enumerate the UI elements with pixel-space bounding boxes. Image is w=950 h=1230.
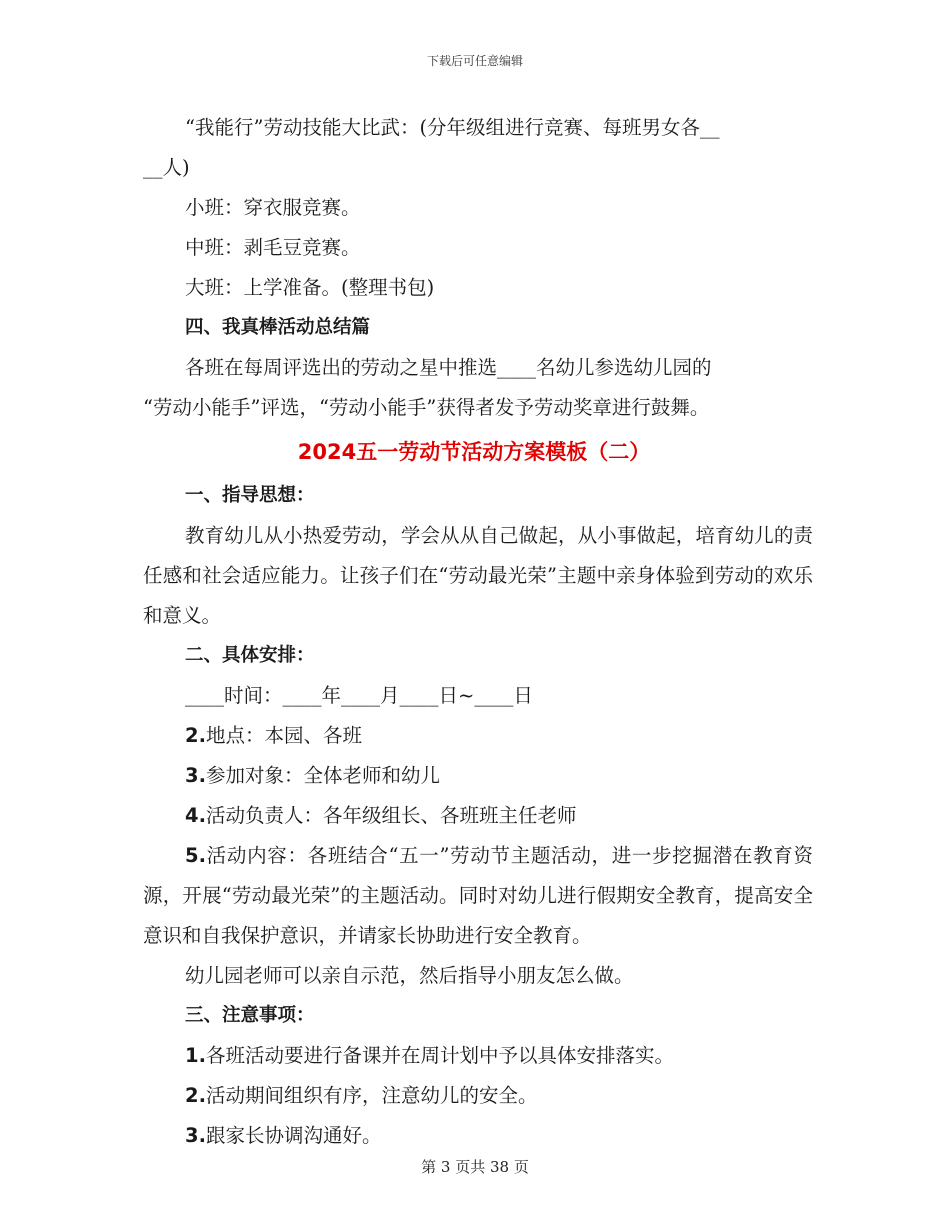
guiding-idea-paragraph: 教育幼儿从小热爱劳动，学会从从自己做起，从小事做起，培育幼儿的责任感和社会适应能力。让孩子们在“劳动最光荣”主题中亲身体验到劳动的欢乐和意义。 (143, 524, 813, 627)
big-class-line: 大班：上学准备。(整理书包) (185, 276, 435, 299)
list-item-text: 活动内容：各班结合“五一”劳动节主题活动，进一步挖掘潜在教育资源，开展“劳动最光荣”的主题活动。同时对幼儿进行假期安全教育，提高安全意识和自我保护意识，并请家长协助进行安全教育。 (143, 844, 813, 947)
list-item (143, 716, 813, 756)
list-item (143, 756, 813, 796)
list-item-number: 2. (185, 724, 206, 747)
section-heading-4: 四、我真棒活动总结篇 (185, 317, 371, 338)
list-item-text: 各班活动要进行备课并在周计划中予以具体安排落实。 (205, 1044, 674, 1067)
page-footer: 第 3 页共 38 页 (421, 1158, 529, 1176)
list-item-text: 跟家长协调沟通好。 (205, 1124, 382, 1147)
summary-line-2: “劳动小能手”评选，“劳动小能手”获得者发予劳动奖章进行鼓舞。 (143, 396, 710, 419)
list-item-number: 5. (185, 844, 206, 867)
list-item (143, 1036, 813, 1076)
section-heading-1: 一、指导思想： (185, 485, 315, 506)
list-item-number: 2. (185, 1084, 206, 1107)
page-header: 下载后可任意编辑 (426, 54, 523, 68)
schedule-time-line: ____时间：____年____月____日~____日 (185, 684, 533, 707)
document-title: 2024五一劳动节活动方案模板（二） (297, 440, 651, 464)
document-body (143, 108, 813, 1156)
list-item-number: 3. (185, 764, 206, 787)
section-heading-2: 二、具体安排： (185, 645, 315, 666)
list-item-text: 活动负责人：各年级组长、各班班主任老师 (205, 804, 577, 827)
list-item-text: 地点：本园、各班 (205, 724, 362, 747)
list-item-text: 参加对象：全体老师和幼儿 (205, 764, 440, 787)
teacher-note-line: 幼儿园老师可以亲自示范，然后指导小朋友怎么做。 (185, 964, 634, 987)
list-item (143, 1116, 813, 1156)
competition-line-1: “我能行”劳动技能大比武：(分年级组进行竞赛、每班男女各__ (185, 116, 720, 139)
section-heading-3: 三、注意事项： (185, 1005, 315, 1026)
activity-content-paragraph (143, 836, 813, 956)
list-item-text: 活动期间组织有序，注意幼儿的安全。 (205, 1084, 538, 1107)
list-item (143, 1076, 813, 1116)
list-item-number: 1. (185, 1044, 206, 1067)
list-item-number: 4. (185, 804, 206, 827)
small-class-line: 小班：穿衣服竞赛。 (185, 196, 361, 219)
list-item (143, 796, 813, 836)
middle-class-line: 中班：剥毛豆竞赛。 (185, 236, 361, 259)
list-item-number: 3. (185, 1124, 206, 1147)
competition-line-2: __人) (143, 156, 190, 179)
summary-line-1: 各班在每周评选出的劳动之星中推选____名幼儿参选幼儿园的 (185, 356, 712, 379)
